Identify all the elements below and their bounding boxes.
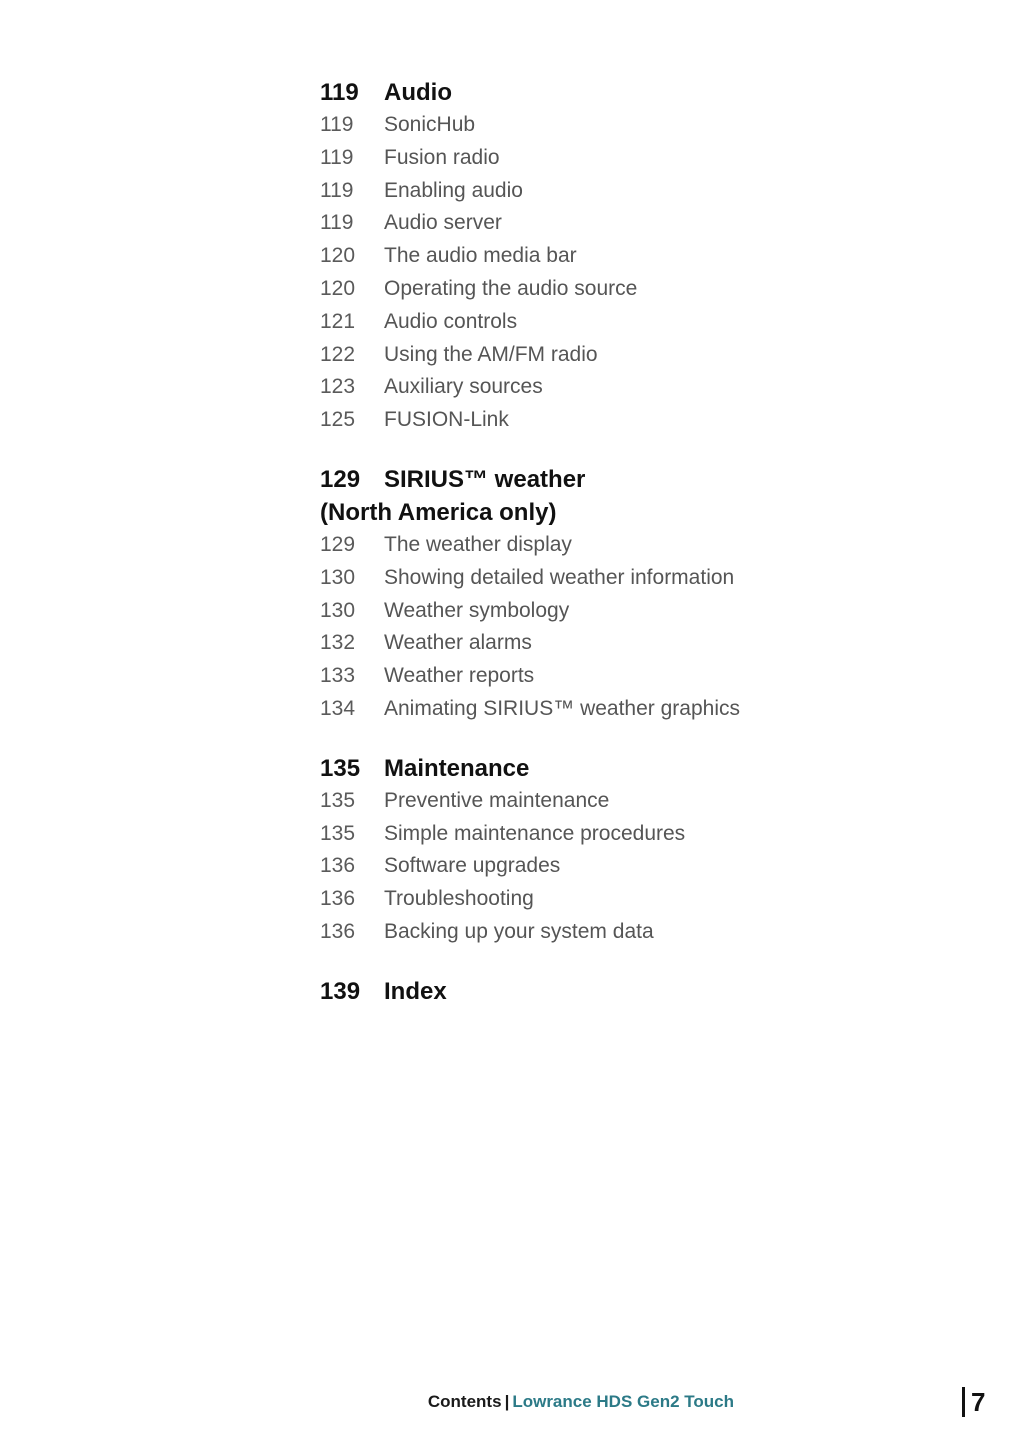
toc-entry[interactable] (320, 240, 980, 273)
entry-page-number: 122 (320, 342, 356, 366)
entry-title: Audio controls (384, 309, 518, 333)
page-number-value: 7 (971, 1386, 986, 1417)
section-title: Maintenance (384, 754, 530, 782)
page-number-divider (962, 1387, 965, 1417)
entry-title: Auxiliary sources (384, 375, 543, 399)
entry-title: Fusion radio (384, 145, 500, 169)
entry-title: Operating the audio source (384, 276, 638, 300)
section-title: Index (384, 977, 447, 1005)
entry-page-number: 120 (320, 276, 356, 300)
toc-entry[interactable] (320, 371, 980, 404)
section-title: Audio (384, 79, 452, 106)
entry-title: Weather alarms (384, 631, 532, 655)
toc-entry[interactable] (320, 109, 980, 142)
entry-page-number: 133 (320, 664, 356, 688)
toc-entry[interactable] (320, 595, 980, 628)
entry-title: Backing up your system data (384, 919, 654, 943)
entry-page-number: 136 (320, 854, 356, 878)
section-page-number: 135 (320, 754, 361, 782)
toc-entry[interactable] (320, 306, 980, 339)
toc-entry[interactable] (320, 916, 980, 949)
entry-title: Software upgrades (384, 854, 561, 878)
section-heading[interactable] (320, 752, 980, 785)
toc-entry[interactable] (320, 529, 980, 562)
entry-title: Enabling audio (384, 178, 523, 202)
entry-page-number: 136 (320, 887, 356, 911)
entry-page-number: 119 (320, 178, 354, 202)
entry-title: Showing detailed weather information (384, 565, 735, 589)
toc-section-index (320, 975, 980, 1008)
entry-page-number: 125 (320, 408, 356, 432)
footer-caption (428, 1388, 734, 1416)
entry-title: FUSION-Link (384, 408, 509, 432)
entry-title: Audio server (384, 211, 502, 235)
footer-separator: | (504, 1392, 510, 1411)
entry-page-number: 119 (320, 113, 354, 136)
section-page-number: 129 (320, 465, 361, 493)
entry-page-number: 123 (320, 375, 356, 399)
footer-product-name: Lowrance HDS Gen2 Touch (512, 1392, 734, 1411)
section-heading[interactable] (320, 76, 980, 109)
section-page-number: 119 (320, 79, 359, 106)
section-title-continuation: (North America only) (320, 498, 557, 526)
entry-title: Troubleshooting (384, 887, 534, 911)
table-of-contents (320, 76, 980, 1034)
entry-page-number: 132 (320, 631, 356, 655)
toc-entry[interactable] (320, 142, 980, 175)
toc-entry[interactable] (320, 883, 980, 916)
entry-title: Weather symbology (384, 598, 570, 622)
entry-page-number: 134 (320, 696, 356, 720)
toc-entry[interactable] (320, 207, 980, 240)
entry-title: The audio media bar (384, 244, 577, 268)
section-page-number: 139 (320, 977, 361, 1005)
entry-title: SonicHub (384, 113, 476, 136)
entry-title: Animating SIRIUS™ weather graphics (384, 696, 740, 720)
entry-page-number: 119 (320, 211, 354, 235)
toc-section-maintenance (320, 752, 980, 949)
entry-page-number: 129 (320, 532, 356, 556)
entry-title: Simple maintenance procedures (384, 821, 686, 845)
toc-entry[interactable] (320, 693, 980, 726)
toc-entry[interactable] (320, 562, 980, 595)
toc-entry[interactable] (320, 818, 980, 851)
toc-section-audio (320, 76, 980, 437)
entry-page-number: 121 (320, 309, 356, 333)
entry-page-number: 130 (320, 598, 356, 622)
toc-entry[interactable] (320, 660, 980, 693)
toc-entry[interactable] (320, 404, 980, 437)
entry-title: Weather reports (384, 664, 535, 688)
entry-title: Preventive maintenance (384, 788, 610, 812)
page-number (962, 1386, 985, 1418)
toc-entry[interactable] (320, 850, 980, 883)
toc-entry[interactable] (320, 339, 980, 372)
section-heading[interactable] (320, 463, 980, 496)
page-footer (0, 1388, 1024, 1418)
entry-page-number: 119 (320, 145, 354, 169)
section-heading[interactable] (320, 975, 980, 1008)
entry-page-number: 130 (320, 565, 356, 589)
toc-section-sirius-weather (320, 463, 980, 726)
section-title: SIRIUS™ weather (384, 465, 586, 493)
toc-entry[interactable] (320, 175, 980, 208)
toc-entry[interactable] (320, 273, 980, 306)
entry-page-number: 136 (320, 919, 356, 943)
toc-entry[interactable] (320, 785, 980, 818)
toc-entry[interactable] (320, 627, 980, 660)
entry-title: The weather display (384, 532, 572, 556)
entry-page-number: 135 (320, 788, 356, 812)
entry-page-number: 120 (320, 244, 356, 268)
entry-page-number: 135 (320, 821, 356, 845)
footer-section-label: Contents (427, 1392, 502, 1411)
entry-title: Using the AM/FM radio (384, 342, 598, 366)
